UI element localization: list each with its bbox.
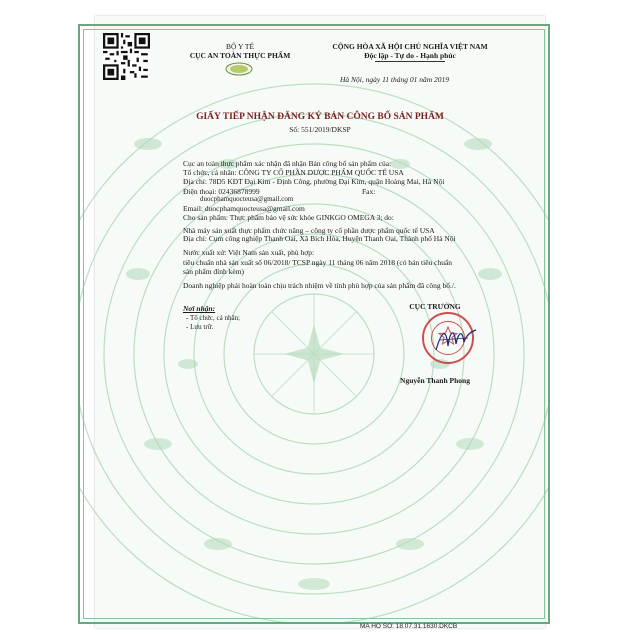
- signer-title: CỤC TRƯỞNG: [409, 302, 461, 311]
- handwritten-signature: [430, 320, 480, 360]
- recipients-label: Nơi nhận:: [183, 304, 216, 313]
- email-link-repeat: duocphamquocteusa@gmail.com: [200, 195, 294, 203]
- factory-line: Nhà máy sản xuất thực phẩm chức năng – công ty cổ phần dược phẩm quốc tế USA: [183, 226, 435, 235]
- document-title: GIẤY TIẾP NHẬN ĐĂNG KÝ BẢN CÔNG BỐ SẢN PHẨM: [196, 112, 444, 122]
- department-name: CỤC AN TOÀN THỰC PHẨM: [189, 51, 291, 60]
- department-logo: [225, 62, 253, 76]
- document-number: Số: 551/2019/DKSP: [289, 125, 351, 134]
- factory-address-line: Địa chỉ: Cụm công nghiệp Thanh Oai, Xã Bích Hòa, Huyện Thanh Oai, Thành phố Hà Nội: [183, 234, 456, 243]
- product-line: Cho sản phẩm: Thực phẩm bảo vệ sức khỏe GINKGO OMEGA 3; do:: [183, 213, 394, 222]
- signer-name: Nguyễn Thanh Phong: [400, 376, 470, 385]
- origin-line: Nước xuất xứ: Việt Nam sản xuất, phù hợp:: [183, 248, 315, 257]
- country-motto: Độc lập - Tự do - Hạnh phúc: [364, 51, 456, 60]
- recipient-item: - Lưu trữ.: [186, 323, 214, 331]
- phone-line: Điện thoại: 02436878999: [183, 187, 260, 196]
- email-line: Email: duocphamquocteusa@gmail.com: [183, 204, 305, 213]
- country-name: CỘNG HÒA XÃ HỘI CHỦ NGHĨA VIỆT NAM: [332, 42, 488, 51]
- recipient-item: - Tổ chức, cá nhân;: [186, 314, 241, 322]
- file-code: MA HO SO: 18.07.31.1630.DKCB: [360, 623, 458, 630]
- standard-line-2: sản phẩm đính kèm): [183, 267, 245, 276]
- intro-line: Cục an toàn thực phẩm xác nhận đã nhận Bản công bố sản phẩm của:: [183, 159, 392, 168]
- ministry-name: BỘ Y TẾ: [225, 42, 255, 51]
- motto-underline: [375, 61, 445, 62]
- place-date: Hà Nội, ngày 11 tháng 01 năm 2019: [340, 75, 450, 84]
- address-line: Địa chỉ: 78D5 KĐT Đại Kim - Định Công, phường Đại Kim, quận Hoàng Mai, Hà Nội: [183, 177, 445, 186]
- responsibility-line: Doanh nghiệp phải hoàn toàn chịu trách nhiệm về tính phù hợp của sản phẩm đã công bố./.: [183, 281, 456, 290]
- standard-line-1: tiêu chuẩn nhà sản xuất số 06/2018/ TCSP ngày 11 tháng 06 năm 2018 (có bản tiêu chuẩn: [183, 258, 453, 267]
- organization-line: Tổ chức, cá nhân: CÔNG TY CỔ PHẦN DƯỢC PHẨM QUỐC TẾ USA: [183, 168, 404, 177]
- qr-code: [103, 33, 150, 80]
- fax-line: Fax:: [362, 187, 376, 196]
